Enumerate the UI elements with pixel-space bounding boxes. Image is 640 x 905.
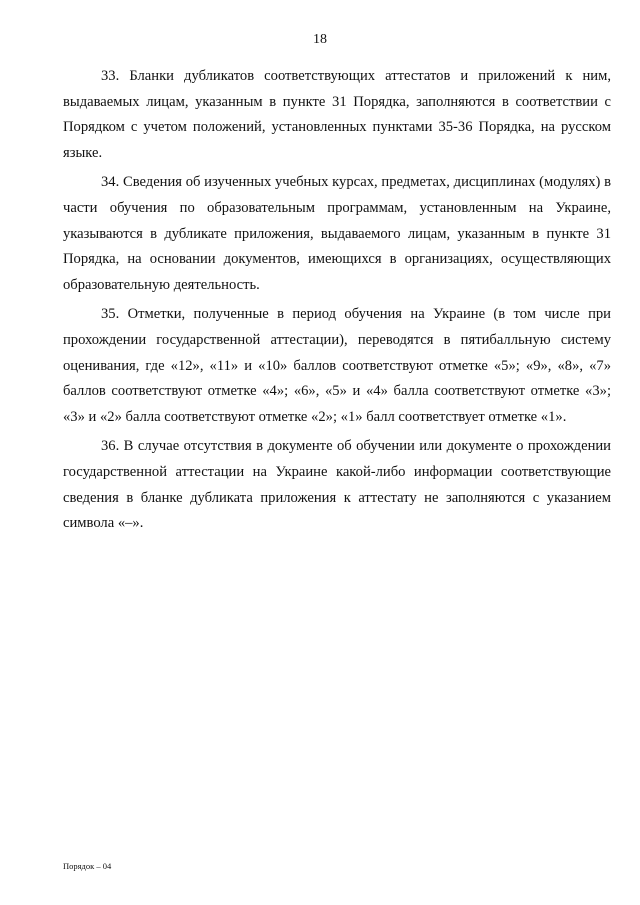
page-footer: Порядок – 04 (63, 861, 112, 871)
page-number: 18 (313, 32, 327, 47)
paragraph-34: 34. Сведения об изученных учебных курсах, предметах, дисциплинах (модулях) в части обучения по образовательным программам, установленным на Украине, указываются в дубликате приложения, выдаваемого лицам, указанным в пункте 31 Порядка, на основании документов, имеющихся в организациях, осуществляющих образовательную деятельность. (63, 174, 611, 293)
document-body (63, 64, 611, 541)
paragraph-33: 33. Бланки дубликатов соответствующих аттестатов и приложений к ним, выдаваемых лицам, указанным в пункте 31 Порядка, заполняются в соответствии с Порядком с учетом положений, установленных пунктами 35-36 Порядка, на русском языке. (63, 68, 611, 161)
paragraph-35: 35. Отметки, полученные в период обучения на Украине (в том числе при прохождении государственной аттестации), переводятся в пятибалльную систему оценивания, где «12», «11» и «10» баллов соответствуют отметке «5»; «9», «8», «7» баллов соответствуют отметке «4»; «6», «5» и «4» балла соответствуют отметке «3»; «3» и «2» балла соответствуют отметке «2»; «1» балл соответствует отметке «1». (63, 306, 611, 425)
paragraph-36: 36. В случае отсутствия в документе об обучении или документе о прохождении государственной аттестации на Украине какой-либо информации соответствующие сведения в бланке дубликата приложения к аттестату не заполняются с указанием символа «–». (63, 438, 611, 532)
